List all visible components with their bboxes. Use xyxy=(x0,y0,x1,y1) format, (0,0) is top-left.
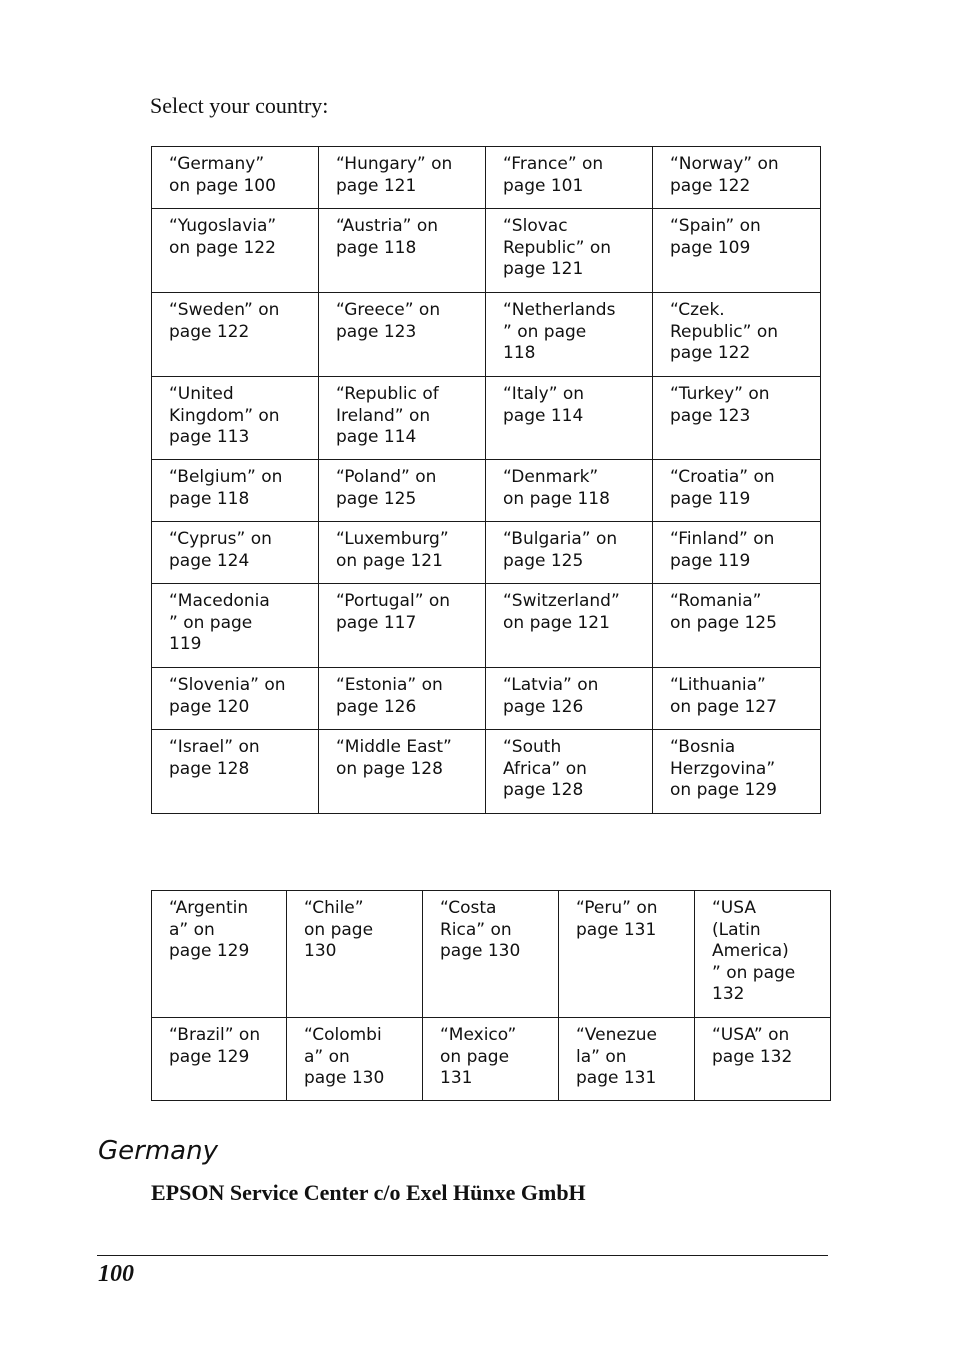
country-cell xyxy=(319,668,486,730)
country-reference-line: page 117 xyxy=(336,612,417,633)
country-reference-line: “Yugoslavia” xyxy=(169,216,277,236)
country-reference-line: “Latvia” on xyxy=(503,675,599,695)
table-row xyxy=(152,522,821,584)
country-reference-line: on page xyxy=(440,1046,510,1067)
country-reference-line: a” on xyxy=(169,919,215,940)
country-reference-line: “Norway” on xyxy=(670,154,779,174)
country-reference-line: ” on page xyxy=(169,612,253,633)
country-cell xyxy=(486,209,653,293)
country-reference-line: page 128 xyxy=(503,780,584,800)
country-reference-line: page 129 xyxy=(169,941,250,961)
country-reference-line: “Cyprus” on xyxy=(169,529,272,549)
country-reference-line: “Germany” xyxy=(169,154,265,174)
country-reference-line: (Latin xyxy=(712,919,761,940)
country-reference-line: “Bulgaria” on xyxy=(503,529,618,549)
country-reference-line: “Costa xyxy=(440,898,497,918)
country-reference-line: page 130 xyxy=(304,1068,385,1088)
country-cell xyxy=(319,377,486,460)
country-reference-line: “Turkey” on xyxy=(670,384,770,404)
country-cell xyxy=(486,668,653,730)
country-reference-line: page 118 xyxy=(336,237,417,258)
country-reference-line: ” on page xyxy=(503,321,587,342)
country-reference-line: Kingdom” on xyxy=(169,405,280,426)
country-cell xyxy=(559,891,695,1018)
country-cell xyxy=(695,1018,831,1101)
country-reference-line: Africa” on xyxy=(503,758,587,779)
country-reference-line: 131 xyxy=(440,1068,473,1088)
country-reference-line: Republic” on xyxy=(503,237,612,258)
americas-country-table xyxy=(151,890,831,1101)
country-reference-line: page 119 xyxy=(670,488,751,509)
country-cell xyxy=(486,730,653,814)
country-reference-line: “Romania” xyxy=(670,591,762,611)
country-cell xyxy=(486,377,653,460)
country-reference-line: on page 128 xyxy=(336,758,443,779)
country-cell xyxy=(319,584,486,668)
country-cell xyxy=(653,584,821,668)
country-reference-line: page 114 xyxy=(336,427,417,447)
country-reference-line: 132 xyxy=(712,984,745,1004)
country-cell xyxy=(152,1018,287,1101)
country-reference-line: “Sweden” on xyxy=(169,300,280,320)
country-reference-line: “Brazil” on xyxy=(169,1025,261,1045)
country-reference-line: “Colombi xyxy=(304,1025,382,1045)
country-reference-line: page 132 xyxy=(712,1046,793,1067)
country-cell xyxy=(152,730,319,814)
country-reference-line: page 131 xyxy=(576,919,657,940)
country-cell xyxy=(319,209,486,293)
table-row xyxy=(152,293,821,377)
country-reference-line: 118 xyxy=(503,343,536,363)
table-row xyxy=(152,584,821,668)
country-reference-line: on page 121 xyxy=(336,550,443,571)
table-row xyxy=(152,460,821,522)
country-reference-line: on page xyxy=(304,919,374,940)
country-cell xyxy=(319,460,486,522)
country-reference-line: page 126 xyxy=(336,696,417,717)
country-reference-line: page 122 xyxy=(670,175,751,196)
country-reference-line: “Poland” on xyxy=(336,467,437,487)
country-reference-line: on page 100 xyxy=(169,175,276,196)
country-cell xyxy=(319,147,486,209)
country-reference-line: on page 118 xyxy=(503,488,610,509)
country-cell xyxy=(486,522,653,584)
country-cell xyxy=(653,460,821,522)
country-reference-line: “Netherlands xyxy=(503,300,616,320)
country-reference-line: “Spain” on xyxy=(670,216,761,236)
country-reference-line: page 125 xyxy=(336,488,417,509)
country-reference-line: “Belgium” on xyxy=(169,467,283,487)
table-row xyxy=(152,147,821,209)
country-reference-line: page 118 xyxy=(169,488,250,509)
country-reference-line: page 129 xyxy=(169,1046,250,1067)
country-reference-line: page 122 xyxy=(670,343,751,363)
country-reference-line: “Slovac xyxy=(503,216,568,236)
country-cell xyxy=(152,891,287,1018)
country-cell xyxy=(653,522,821,584)
country-reference-line: “Denmark” xyxy=(503,467,599,487)
country-reference-line: page 124 xyxy=(169,550,250,571)
country-cell xyxy=(319,522,486,584)
footer-divider xyxy=(97,1255,828,1256)
country-cell xyxy=(152,460,319,522)
country-reference-line: page 114 xyxy=(503,405,584,426)
country-reference-line: 119 xyxy=(169,634,202,654)
country-reference-line: page 131 xyxy=(576,1068,657,1088)
country-reference-line: on page 125 xyxy=(670,612,777,633)
country-reference-line: page 109 xyxy=(670,237,751,258)
country-cell xyxy=(486,147,653,209)
country-cell xyxy=(152,668,319,730)
country-cell xyxy=(423,891,559,1018)
country-reference-line: “Lithuania” xyxy=(670,675,766,695)
country-reference-line: page 125 xyxy=(503,550,584,571)
country-cell xyxy=(423,1018,559,1101)
country-reference-line: “Argentin xyxy=(169,898,249,918)
country-reference-line: Republic” on xyxy=(670,321,779,342)
country-reference-line: Rica” on xyxy=(440,919,512,940)
country-cell xyxy=(653,293,821,377)
service-center-title: EPSON Service Center c/o Exel Hünxe GmbH xyxy=(151,1180,586,1205)
country-reference-line: America) xyxy=(712,941,789,961)
country-reference-line: Herzgovina” xyxy=(670,758,776,779)
country-reference-line: “Bosnia xyxy=(670,737,736,757)
country-reference-line: “Portugal” on xyxy=(336,591,451,611)
country-reference-line: page 122 xyxy=(169,321,250,342)
country-reference-line: page 120 xyxy=(169,696,250,717)
country-reference-line: “Mexico” xyxy=(440,1025,517,1045)
country-reference-line: “South xyxy=(503,737,562,757)
country-reference-line: “United xyxy=(169,384,234,404)
country-reference-line: “USA xyxy=(712,898,756,918)
country-reference-line: 130 xyxy=(304,941,337,961)
country-reference-line: page 123 xyxy=(670,405,751,426)
country-cell xyxy=(287,1018,423,1101)
country-reference-line: “Slovenia” on xyxy=(169,675,286,695)
country-reference-line: “Chile” xyxy=(304,898,364,918)
country-reference-line: page 121 xyxy=(336,175,417,196)
country-reference-line: “Finland” on xyxy=(670,529,775,549)
country-reference-line: on page 122 xyxy=(169,237,276,258)
page-number: 100 xyxy=(98,1261,134,1287)
country-reference-line: ” on page xyxy=(712,962,796,983)
country-cell xyxy=(319,293,486,377)
country-reference-line: “Hungary” on xyxy=(336,154,453,174)
country-reference-line: page 128 xyxy=(169,758,250,779)
country-reference-line: page 113 xyxy=(169,427,250,447)
country-reference-line: Ireland” on xyxy=(336,405,431,426)
country-cell xyxy=(486,293,653,377)
country-reference-line: “Luxemburg” xyxy=(336,529,449,549)
country-cell xyxy=(653,730,821,814)
country-reference-line: “Republic of xyxy=(336,384,439,404)
country-reference-line: “Israel” on xyxy=(169,737,260,757)
country-reference-line: “Middle East” xyxy=(336,737,452,757)
table-row xyxy=(152,668,821,730)
country-cell xyxy=(486,584,653,668)
country-reference-line: page 119 xyxy=(670,550,751,571)
country-cell xyxy=(152,147,319,209)
country-reference-line: page 121 xyxy=(503,259,584,279)
country-reference-line: on page 127 xyxy=(670,696,777,717)
country-reference-line: a” on xyxy=(304,1046,350,1067)
country-reference-line: “Peru” on xyxy=(576,898,658,918)
country-cell xyxy=(152,293,319,377)
country-cell xyxy=(653,147,821,209)
table-row xyxy=(152,891,831,1018)
country-reference-line: “USA” on xyxy=(712,1025,790,1045)
country-cell xyxy=(152,377,319,460)
intro-text: Select your country: xyxy=(150,93,329,118)
table-row xyxy=(152,209,821,293)
table-row xyxy=(152,1018,831,1101)
country-cell xyxy=(319,730,486,814)
country-reference-line: “Croatia” on xyxy=(670,467,775,487)
country-reference-line: “Greece” on xyxy=(336,300,441,320)
table-row xyxy=(152,730,821,814)
europe-country-table xyxy=(151,146,821,814)
country-cell xyxy=(559,1018,695,1101)
country-cell xyxy=(152,522,319,584)
country-cell xyxy=(695,891,831,1018)
country-reference-line: page 123 xyxy=(336,321,417,342)
country-reference-line: “Estonia” on xyxy=(336,675,443,695)
country-reference-line: page 101 xyxy=(503,175,584,196)
country-reference-line: “Venezue xyxy=(576,1025,657,1045)
table-row xyxy=(152,377,821,460)
country-reference-line: on page 129 xyxy=(670,780,777,800)
country-reference-line: la” on xyxy=(576,1046,627,1067)
country-cell xyxy=(653,668,821,730)
country-reference-line: “Macedonia xyxy=(169,591,270,611)
section-heading: Germany xyxy=(98,1136,218,1166)
country-cell xyxy=(287,891,423,1018)
country-cell xyxy=(486,460,653,522)
country-reference-line: “Austria” on xyxy=(336,216,439,236)
country-reference-line: page 126 xyxy=(503,696,584,717)
country-cell xyxy=(152,584,319,668)
country-cell xyxy=(152,209,319,293)
country-reference-line: on page 121 xyxy=(503,612,610,633)
country-reference-line: “Switzerland” xyxy=(503,591,620,611)
country-reference-line: “France” on xyxy=(503,154,604,174)
country-reference-line: “Czek. xyxy=(670,300,725,320)
country-reference-line: “Italy” on xyxy=(503,384,585,404)
country-reference-line: page 130 xyxy=(440,941,521,961)
country-cell xyxy=(653,377,821,460)
country-cell xyxy=(653,209,821,293)
